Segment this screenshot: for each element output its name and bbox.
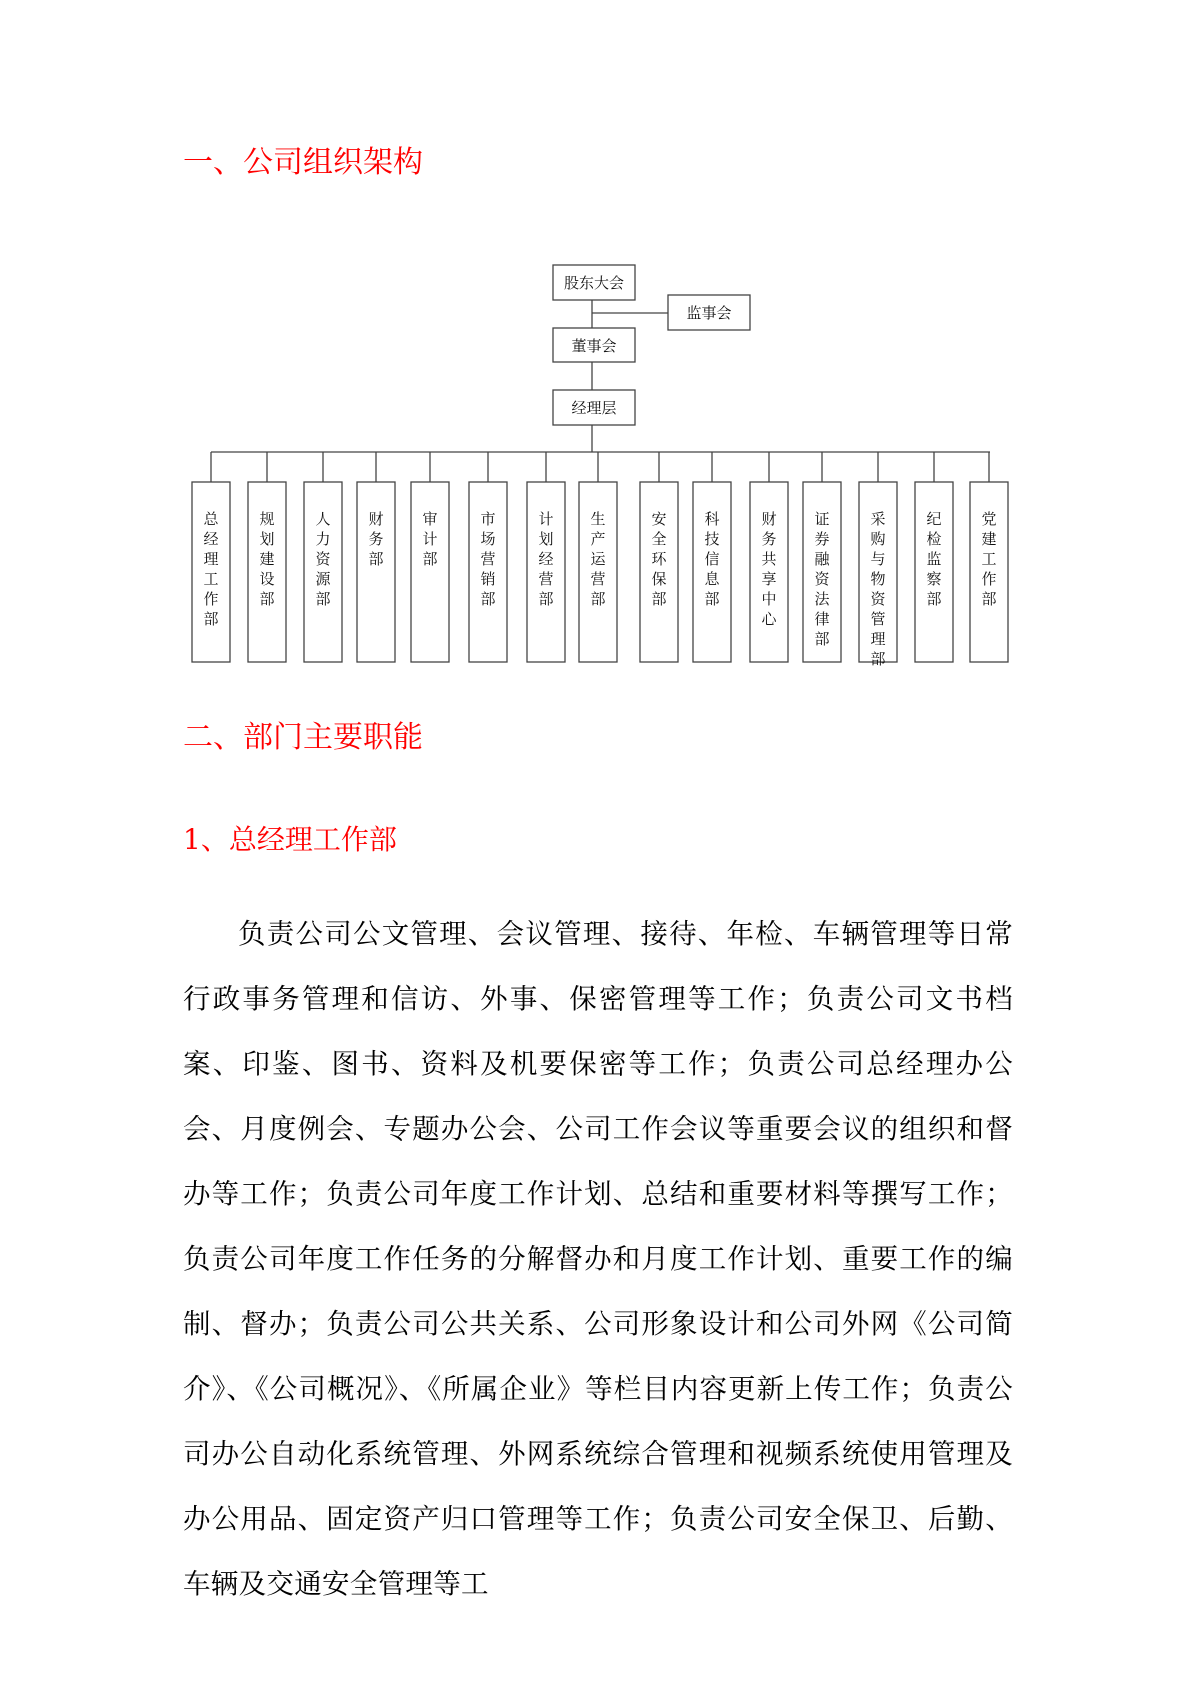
section-title-org-structure: 一、公司组织架构: [183, 145, 423, 180]
org-chart: [0, 0, 1191, 720]
org-node-department-label: 党建工作部: [981, 510, 997, 608]
org-node-department: [527, 482, 565, 662]
org-node-department: [579, 482, 617, 662]
org-departments: [192, 482, 1008, 668]
org-node-department-label: 规划建设部: [259, 510, 275, 608]
org-node-department: [357, 482, 395, 662]
org-node-department-label: 安全环保部: [651, 510, 667, 608]
org-node-board-label: 董事会: [571, 337, 617, 355]
org-node-department-label: 总经理工作部: [203, 510, 219, 628]
org-node-department: [803, 482, 841, 662]
org-node-department-label: 审计部: [422, 510, 438, 568]
org-node-department-label: 市场营销部: [480, 510, 496, 608]
org-node-department: [192, 482, 230, 662]
org-node-department-label: 人力资源部: [315, 510, 331, 608]
org-node-board: [553, 328, 635, 362]
org-node-supervisors-label: 监事会: [686, 304, 732, 322]
org-node-department-label: 证券融资法律部: [814, 510, 830, 648]
org-node-department-label: 计划经营部: [538, 510, 554, 608]
org-node-department: [970, 482, 1008, 662]
org-node-management-label: 经理层: [571, 399, 617, 417]
org-node-department: [750, 482, 788, 662]
org-node-department: [859, 482, 897, 668]
org-node-department: [915, 482, 953, 662]
dept-title-gm-office: 1、总经理工作部: [183, 823, 397, 856]
org-node-department-label: 财务部: [368, 510, 384, 568]
org-node-department-label: 采购与物资管理部: [870, 510, 886, 668]
org-node-department: [693, 482, 731, 662]
org-node-department-label: 纪检监察部: [926, 510, 942, 608]
org-node-department: [469, 482, 507, 662]
org-node-department: [411, 482, 449, 662]
org-node-department-label: 财务共享中心: [761, 510, 777, 628]
org-node-department-label: 科技信息部: [704, 510, 720, 608]
dept-description-gm-office: 负责公司公文管理、会议管理、接待、年检、车辆管理等日常行政事务管理和信访、外事、保密管理等工作；负责公司文书档案、印鉴、图书、资料及机要保密等工作；负责公司总经理办公会、月度例会、专题办公会、公司工作会议等重要会议的组织和督办等工作；负责公司年度工作计划、总结和重要材料等撰写工作；负责公司年度工作任务的分解督办和月度工作计划、重要工作的编制、督办；负责公司公共关系、公司形象设计和公司外网《公司简介》、《公司概况》、《所属企业》等栏目内容更新上传工作；负责公司办公自动化系统管理、外网系统综合管理和视频系统使用管理及办公用品、固定资产归口管理等工作；负责公司安全保卫、后勤、车辆及交通安全管理等工: [183, 918, 1013, 1600]
org-node-shareholders-label: 股东大会: [563, 274, 625, 292]
org-node-department: [640, 482, 678, 662]
org-node-department: [304, 482, 342, 662]
org-node-management: [553, 390, 635, 425]
org-node-supervisors: [668, 295, 750, 330]
org-node-department: [248, 482, 286, 662]
org-node-department-label: 生产运营部: [590, 510, 606, 608]
section-title-dept-functions: 二、部门主要职能: [183, 720, 423, 755]
org-node-shareholders: [553, 265, 635, 300]
